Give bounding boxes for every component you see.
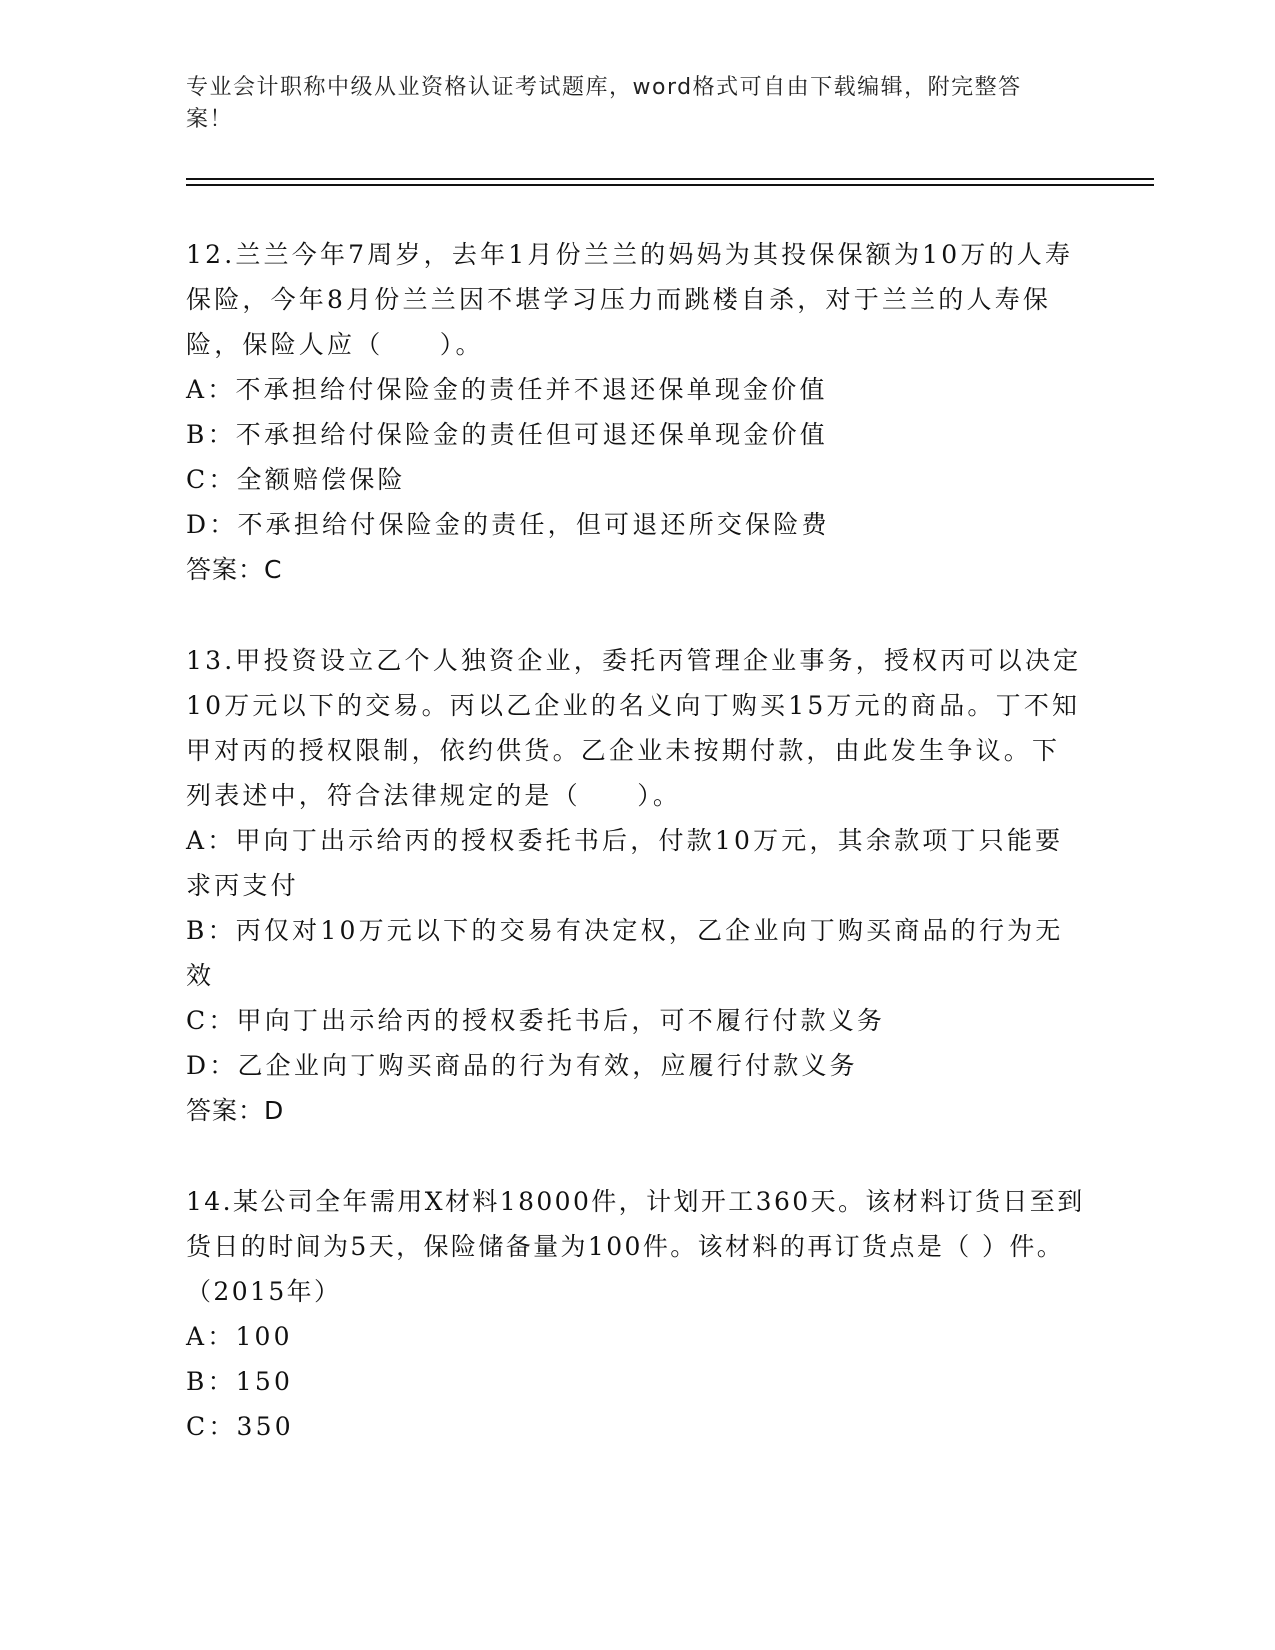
- question-list: [186, 232, 1086, 1495]
- question-14: [186, 1179, 1086, 1449]
- option-b: B：不承担给付保险金的责任但可退还保单现金价值: [186, 420, 828, 449]
- question-12: [186, 232, 1086, 592]
- question-text: 13.甲投资设立乙个人独资企业，委托丙管理企业事务，授权丙可以决定10万元以下的交易。丙以乙企业的名义向丁购买15万元的商品。丁不知甲对丙的授权限制，依约供货。乙企业未按期付款，由此发生争议。下列表述中，符合法律规定的是（ ）。: [186, 646, 1082, 810]
- option-d: D：乙企业向丁购买商品的行为有效，应履行付款义务: [186, 1051, 858, 1080]
- header-divider-top: [186, 178, 1154, 180]
- header-divider-bottom: [186, 184, 1154, 186]
- answer-line: 答案：D: [186, 1096, 285, 1125]
- option-b: B：150: [186, 1367, 294, 1396]
- question-13: [186, 638, 1086, 1133]
- option-b: B：丙仅对10万元以下的交易有决定权，乙企业向丁购买商品的行为无效: [186, 916, 1064, 990]
- option-c: C：全额赔偿保险: [186, 465, 406, 494]
- option-a: A：100: [186, 1322, 293, 1351]
- option-d: D：不承担给付保险金的责任，但可退还所交保险费: [186, 510, 830, 539]
- question-text: 14.某公司全年需用X材料18000件，计划开工360天。该材料订货日至到货日的时间为5天，保险储备量为100件。该材料的再订货点是（ ）件。（2015年）: [186, 1187, 1085, 1306]
- document-header: 专业会计职称中级从业资格认证考试题库，word格式可自由下载编辑，附完整答案！: [186, 75, 1022, 132]
- option-a: A：不承担给付保险金的责任并不退还保单现金价值: [186, 375, 828, 404]
- option-c: C：甲向丁出示给丙的授权委托书后，可不履行付款义务: [186, 1006, 886, 1035]
- option-a: A：甲向丁出示给丙的授权委托书后，付款10万元，其余款项丁只能要求丙支付: [186, 826, 1064, 900]
- answer-line: 答案：C: [186, 555, 283, 584]
- option-c: C：350: [186, 1412, 294, 1441]
- question-text: 12.兰兰今年7周岁，去年1月份兰兰的妈妈为其投保保额为10万的人寿保险，今年8月份兰兰因不堪学习压力而跳楼自杀，对于兰兰的人寿保险，保险人应（ ）。: [186, 240, 1074, 359]
